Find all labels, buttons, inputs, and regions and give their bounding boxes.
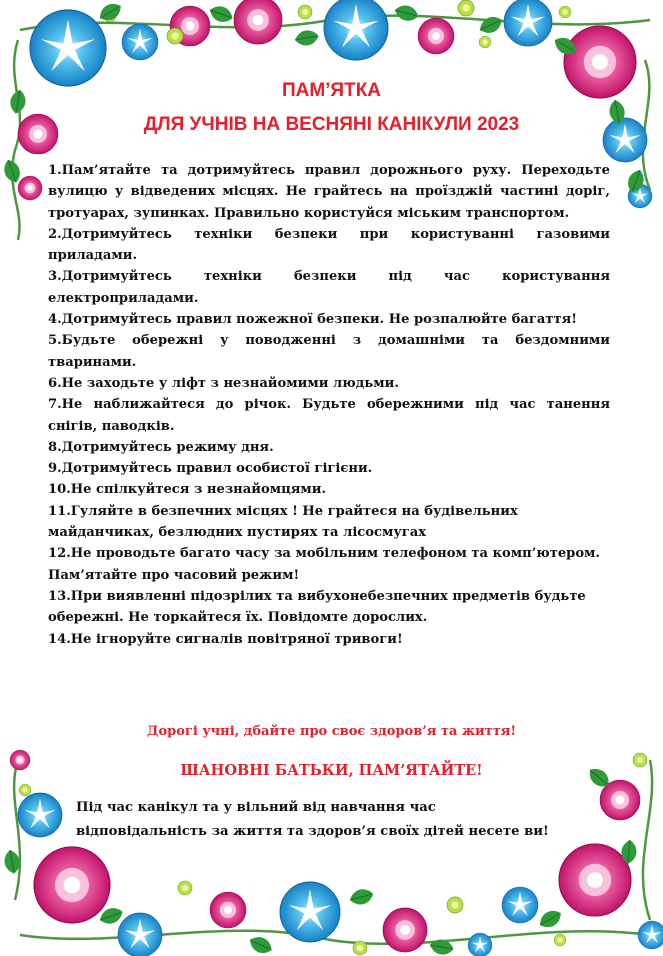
rule-item: 1.Пам’ятайте та дотримуйтесь правил дорожнього руху. Переходьте вулицю у відведених місцях. Не грайтесь на проїзджій частині доріг, тротуарах, зупинках. Правильно користуйся міським транспортом. bbox=[48, 163, 610, 221]
rules-list bbox=[48, 160, 610, 650]
rule-item: 5.Будьте обережні у поводженні з домашніми та бездомними тваринами. bbox=[48, 333, 610, 370]
rule-item: 6.Не заходьте у ліфт з незнайомими людьми. bbox=[48, 375, 399, 391]
rule-item: 13.При виявленні підозрілих та вибухонебезпечних предметів будьте обережні. Не торкайтеся їх. Повідомте дорослих. bbox=[48, 588, 586, 626]
rule-item: 3.Дотримуйтесь техніки безпеки під час користування електроприладами. bbox=[48, 269, 610, 306]
leaf-icon bbox=[3, 764, 638, 956]
bud-icon bbox=[104, 0, 571, 48]
rule-item: 11.Гуляйте в безпечних місцях ! Не грайтеся на будівельних майданчиках, безлюдних пустирях та лісосмугах bbox=[48, 503, 518, 541]
page-subtitle: ДЛЯ УЧНІВ НА ВЕСНЯНІ КАНІКУЛИ 2023 bbox=[143, 114, 520, 135]
rule-item: 2.Дотримуйтесь техніки безпеки при користуванні газовими приладами. bbox=[48, 226, 610, 264]
rule-item: 9.Дотримуйтесь правил особистої гігієни. bbox=[48, 461, 373, 477]
parents-note bbox=[76, 796, 606, 844]
rule-item: 8.Дотримуйтесь режиму дня. bbox=[48, 439, 274, 455]
rule-item: 7.Не наближайтеся до річок. Будьте обережними під час танення снігів, паводків. bbox=[48, 397, 610, 434]
parents-note-line: відповідальність за життя та здоров’я своїх дітей несете ви! bbox=[76, 824, 549, 839]
parents-heading: ШАНОВНІ БАТЬКИ, ПАМ’ЯТАЙТЕ! bbox=[180, 762, 483, 779]
rule-item: 10.Не спілкуйтеся з незнайомцями. bbox=[48, 482, 327, 498]
rule-item: 14.Не ігноруйте сигналів повітряної тривоги! bbox=[48, 631, 403, 647]
morning-glory-flower-icon bbox=[10, 750, 663, 956]
students-message: Дорогі учні, дбайте про своє здоров’я та життя! bbox=[146, 724, 517, 739]
page-title: ПАМ’ЯТКА bbox=[281, 80, 382, 101]
bud-icon bbox=[19, 753, 647, 955]
parents-note-line: Під час канікул та у вільний від навчання час bbox=[76, 800, 436, 815]
rule-item: 12.Не проводьте багато часу за мобільним телефоном та комп’ютером. Пам’ятайте про часовий режим! bbox=[48, 546, 600, 583]
rule-item: 4.Дотримуйтесь правил пожежної безпеки. Не розпалюйте багаття! bbox=[48, 312, 578, 328]
